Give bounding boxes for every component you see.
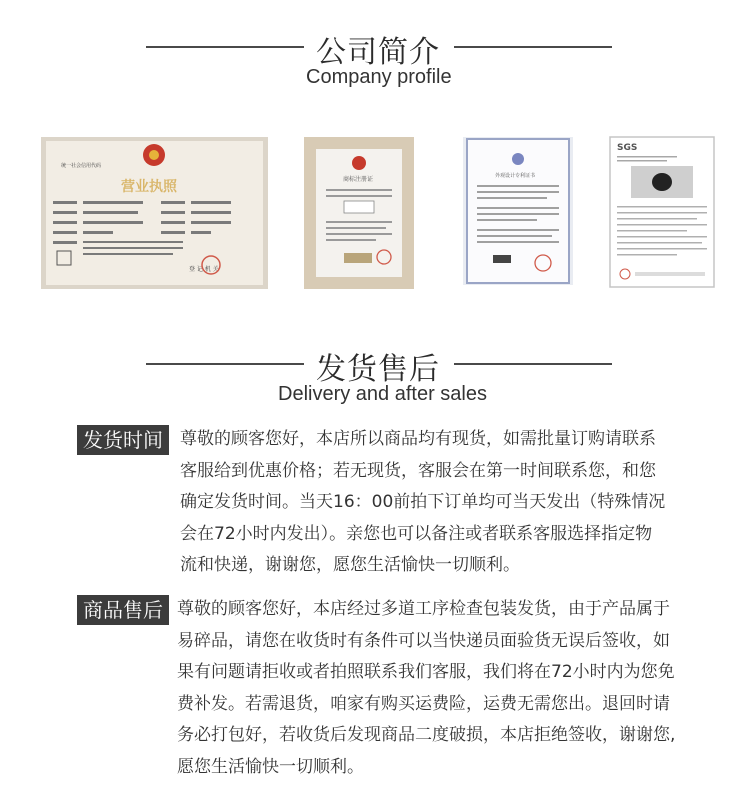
divider-right [454, 46, 612, 48]
certificate-trademark [304, 137, 414, 289]
company-title-cn: 公司简介 [316, 35, 440, 70]
license-footer: 登 记 机 关 [189, 266, 219, 273]
text-line: 流和快递，谢谢您，愿您生活愉快一切顺利。 [180, 555, 520, 575]
delivery-title-en: Delivery and after sales [278, 383, 487, 405]
text-line: 尊敬的顾客您好，本店所以商品均有现货，如需批量订购请联系 [180, 429, 656, 449]
certificate-business-license [41, 137, 268, 289]
trademark-title: 商标注册证 [343, 176, 374, 183]
after-sales-label: 商品售后 [77, 595, 169, 625]
text-line: 愿您生活愉快一切顺利。 [177, 756, 364, 777]
shipping-time-text [180, 424, 665, 582]
text-line: 易碎品，请您在收货时有条件可以当快递员面验货无误后签收，如 [177, 630, 670, 651]
divider-right [454, 363, 612, 365]
after-sales-text [177, 594, 675, 783]
divider-left [146, 46, 304, 48]
text-line: 确定发货时间。当天16：00前拍下订单均可当天发出（特殊情况 [180, 492, 666, 512]
sgs-title: SGS [617, 143, 638, 153]
text-line: 果有问题请拒收或者拍照联系我们客服，我们将在72小时内为您免 [177, 662, 675, 682]
text-line: 费补发。若需退货，咱家有购买运费险，运费无需您出。退回时请 [177, 693, 670, 714]
company-title-en: Company profile [306, 66, 452, 88]
divider-left [146, 363, 304, 365]
certificate-sgs [609, 136, 715, 288]
patent-title: 外观设计专利证书 [495, 173, 536, 179]
text-line: 会在72小时内发出）。亲您也可以备注或者联系客服选择指定物 [180, 523, 653, 544]
text-line: 务必打包好，若收货后发现商品二度破损，本店拒绝签收，谢谢您, [177, 725, 676, 745]
text-line: 客服给到优惠价格；若无现货，客服会在第一时间联系您，和您 [180, 460, 656, 481]
delivery-title-cn: 发货售后 [316, 352, 440, 387]
text-line: 尊敬的顾客您好，本店经过多道工序检查包装发货，由于产品属于 [177, 599, 670, 619]
license-title: 营业执照 [121, 179, 177, 195]
certificate-design-patent [463, 137, 573, 285]
shipping-time-label: 发货时间 [77, 425, 169, 455]
license-header: 统一社会信用代码 [61, 163, 102, 169]
